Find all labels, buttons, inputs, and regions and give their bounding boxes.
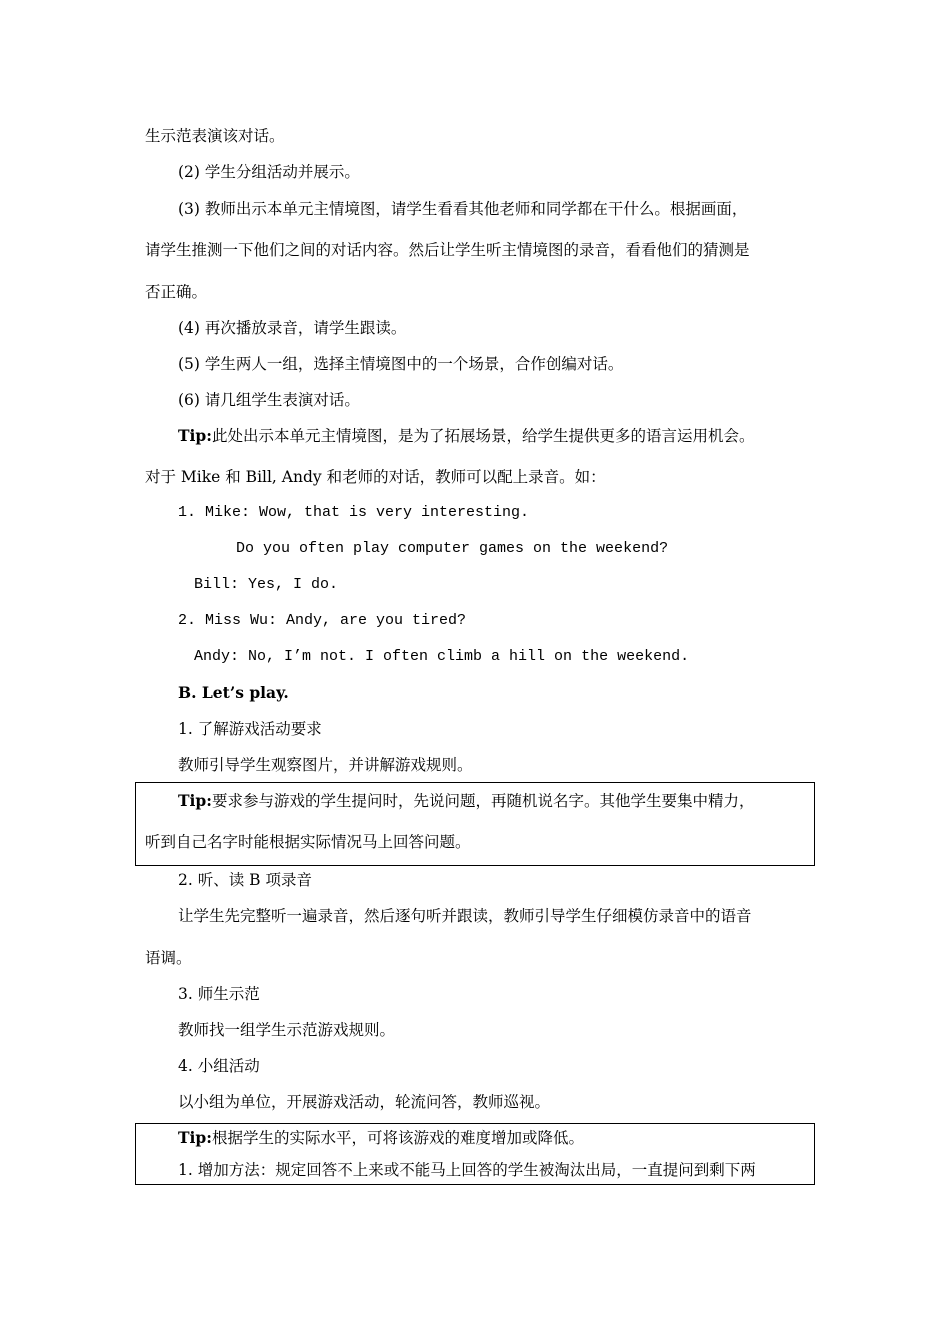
tip-box-1-text: 要求参与游戏的学生提问时，先说问题，再随机说名字。其他学生要集中精力， xyxy=(211,792,755,810)
dialog-2-misswu: 2. Miss Wu: Andy, are you tired? xyxy=(178,612,467,629)
step-3-line-1: (3) 教师出示本单元主情境图，请学生看看其他老师和同学都在干什么。根据画面， xyxy=(178,200,748,218)
tip-paragraph xyxy=(178,426,755,446)
tip-box-2-line-1 xyxy=(178,1128,584,1148)
tip-box-2-label: Tip: xyxy=(178,1128,212,1147)
item-3: 3. 师生示范 xyxy=(178,985,260,1003)
step-4: (4) 再次播放录音，请学生跟读。 xyxy=(178,319,407,337)
item-3-text: 教师找一组学生示范游戏规则。 xyxy=(178,1021,396,1039)
item-2: 2. 听、读 B 项录音 xyxy=(178,871,312,889)
item-4: 4. 小组活动 xyxy=(178,1057,260,1075)
tip-box-1-line-1 xyxy=(178,791,755,811)
step-2: (2) 学生分组活动并展示。 xyxy=(178,163,360,181)
dialog-2-andy: Andy: No, I’m not. I often climb a hill on the weekend. xyxy=(194,648,690,665)
item-1-text: 教师引导学生观察图片，并讲解游戏规则。 xyxy=(178,756,473,774)
tip-box-1-label: Tip: xyxy=(178,791,212,810)
item-1: 1. 了解游戏活动要求 xyxy=(178,720,322,738)
tip-box-1-line-2: 听到自己名字时能根据实际情况马上回答问题。 xyxy=(145,833,471,851)
step-3-line-2: 请学生推测一下他们之间的对话内容。然后让学生听主情境图的录音，看看他们的猜测是 xyxy=(145,241,750,259)
item-2-text-line-2: 语调。 xyxy=(145,949,192,967)
tip-label: Tip: xyxy=(178,426,212,445)
tip-continuation: 对于 Mike 和 Bill, Andy 和老师的对话，教师可以配上录音。如： xyxy=(145,468,606,486)
tip-box-2-text: 根据学生的实际水平，可将该游戏的难度增加或降低。 xyxy=(211,1129,584,1147)
dialog-1-mike-cont: Do you often play computer games on the weekend? xyxy=(236,540,669,557)
item-4-text: 以小组为单位，开展游戏活动，轮流问答，教师巡视。 xyxy=(178,1093,551,1111)
step-5: (5) 学生两人一组，选择主情境图中的一个场景，合作创编对话。 xyxy=(178,355,624,373)
paragraph-line: 生示范表演该对话。 xyxy=(145,127,285,145)
step-3-line-3: 否正确。 xyxy=(145,283,208,301)
step-6: (6) 请几组学生表演对话。 xyxy=(178,391,360,409)
tip-box-2-line-2: 1. 增加方法：规定回答不上来或不能马上回答的学生被淘汰出局，一直提问到剩下两 xyxy=(178,1161,756,1179)
tip-text: 此处出示本单元主情境图，是为了拓展场景，给学生提供更多的语言运用机会。 xyxy=(211,427,755,445)
dialog-1-bill: Bill: Yes, I do. xyxy=(194,576,339,593)
item-2-text-line-1: 让学生先完整听一遍录音，然后逐句听并跟读，教师引导学生仔细模仿录音中的语音 xyxy=(178,907,752,925)
dialog-1-mike: 1. Mike: Wow, that is very interesting. xyxy=(178,504,530,521)
section-b-heading: B. Let’s play. xyxy=(178,683,289,702)
